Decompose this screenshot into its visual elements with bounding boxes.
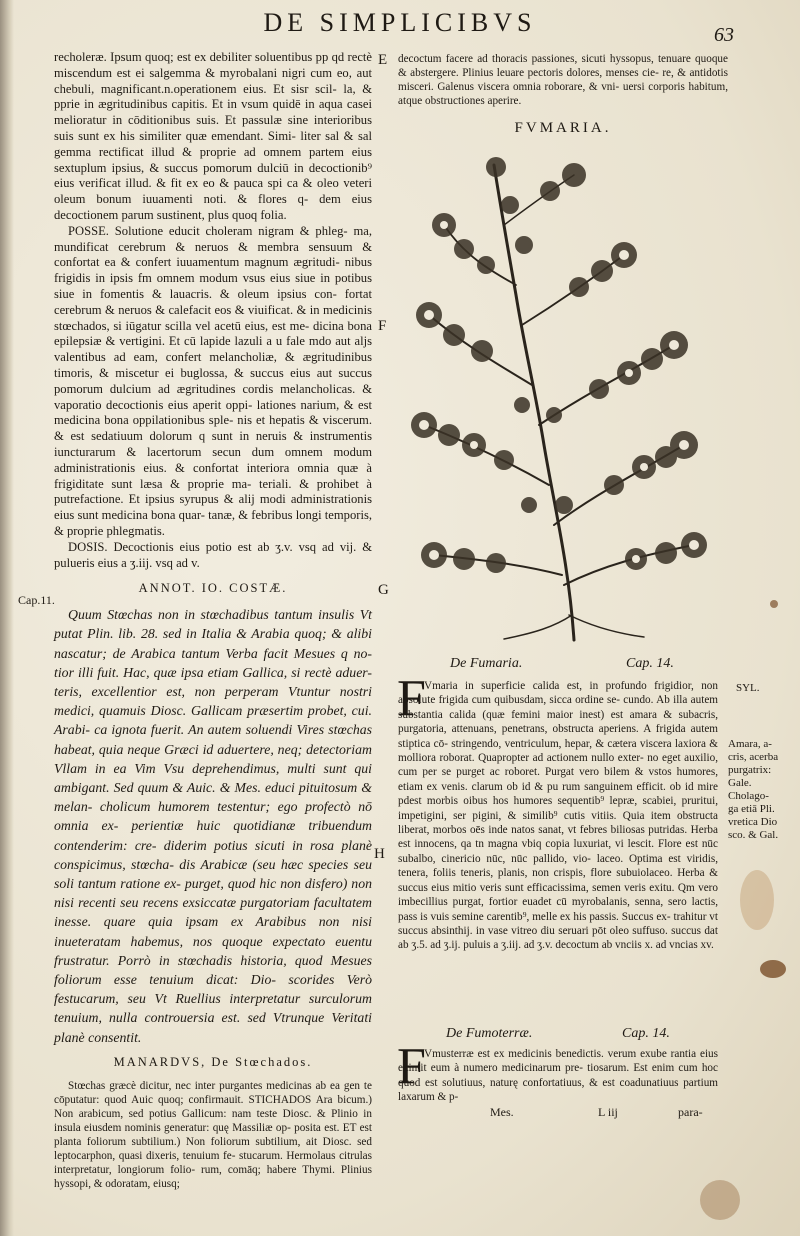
manardus-text: Stœchas græcè dicitur, nec inter purgantes medicinas ab ea gen te cōputatur: quod Auic quoq; confirmauit. STICHADOS Ara bicum.) Non arabicum, sed potius Gallicum: nam teste Diosc. & Plinio in insula eiusdem nominis generatur: quę Massiliæ op- posita est. ET est planta foliorum subtilium.) Non foliorum subtilium, ait Diosc. sed leptocarphon, quasi dixeris, tenuium fe- stucarum. Hermolaus citrulas interpretatur, longiorum folio- rum, comāq; habere Thymi. Plinius hyssopi, & odoratam, eiusq; <box>54 1079 372 1190</box>
margin-note-line: Cholago- <box>728 790 769 802</box>
margin-letter-f: F <box>378 318 387 334</box>
fumoterrae-text-block <box>398 1047 718 1105</box>
margin-note-line: vretica Dio <box>728 816 778 828</box>
folio-number: 63 <box>714 24 734 46</box>
margin-cap-note: Cap.11. <box>18 593 55 607</box>
margin-note-line: Gale. <box>728 777 752 789</box>
margin-note-amara <box>728 738 794 842</box>
fumoterrae-heading: De Fumoterræ. <box>446 1026 533 1041</box>
right-top-text: decoctum facere ad thoracis passiones, sicuti hyssopus, tenuare quoque & abstergere. Plinius leuare pectoris dolores, menses cie- re, & antidotis misceri. Galenus viscera omnia roborare, & vni- uersi corporis habitum, atque obstructiones aperire. <box>398 53 728 107</box>
paragraph-dosis: DOSIS. Decoctionis eius potio est ab ʒ.v. vsq ad vij. & pulueris eius a ʒ.iij. vsq ad v. <box>54 539 372 570</box>
right-column-top <box>398 52 728 108</box>
page-stain <box>700 1180 740 1220</box>
page-stain <box>770 600 778 608</box>
margin-letter-g: G <box>378 582 389 598</box>
plant-title: FVMARIA. <box>514 120 612 136</box>
catchword-mes: Mes. <box>490 1105 514 1119</box>
paragraph-intro: recholeræ. Ipsum quoq; est ex debiliter soluentibus pp qd rectè miscendum est ei salgemma & myrobalani nigri cum eo, aut chebuli, magnificant.n.operationem eius. Et sisr scil- la, & pprie in ægritudinibus capitis. Et in vsum quidē in aqua casei melioratur in cōditionibus suis. Et passulæ sine interioribus suis sunt ex his similiter quæ emendant. Simi- liter sal & sal gemma rectificat illud & proprie ad omnem partem eius sextuplum ipsius, & succus pomorum dulciū in decoctionib⁹ eius verificat illud. & fit ex eo & pauca spi ca & oleo veteri oleum bonum iuuamenti noti. & flores q- dem eius decoctionem parum sustinent, plus quoq folia. <box>54 50 372 222</box>
fumaria-text: Vmaria in superficie calida est, in profundo frigidior, non absolute frigida cum quibusdam, sicca ordine se- cundo. Ab illa autem substantia calida (quæ femini maior inest) est amara & subacris, purgatoria, attenuans, penetrans, obstructa aperiens. A frigida autem stiptica cō- stringendo, ventriculum, hepar, & cætera viscera laxiora & molliora roborat. Quapropter ad actionem nullo exter- no eget auxilio, cum per se purget ac roboret. Purgat vero bilem & vstos humores, etiam ex venis. clarum ob id & pu rum sanguinem efficit. ob id mire pdest morbis oibus hos humores sequentib⁹ lepræ, scabiei, pruritui, impetigini, ser pigini, & similib⁹ cutis vitiis. Quia item obstructa liberat, morbos oēs inde natos sanat, vt febres biliosas putridas. Herba est innocens, qa tn magna vbiq copia luxuriat, vi lescit. Flore est nūc subalbo, cinericio nūc, nūc pallido, vio- laceo. Optima est viridis, tenera, foliis teneris, planis, non crispis, flore subuiolaceo. Herba & succus eius mitio veris sunt efficacissima, semen veris exitu. Qm vero imbecillius purgat, fortior euadet cū myrobalanis, senna, sero lactis, pass is vuis semine carentib⁹, melle ex his passis. Succus ex- trahitur vt succus absinthij. in vase vitreo diu seruari pōt oleo suffuso. succus dat ab ʒ.5. ad ʒ.ij. puluis a ʒ.iij. ad ʒ.v. decoctum ab vnciis x. ad vncias xv. <box>398 680 718 952</box>
margin-note-line: sco. & Gal. <box>728 829 779 841</box>
fumaria-text-block <box>398 679 718 953</box>
fumaria-chapter-number: Cap. 14. <box>626 656 674 671</box>
margin-note-line: purgatrix: <box>728 764 772 776</box>
signature-mark: L iij <box>598 1105 618 1119</box>
fumoterrae-drop-capital: F <box>397 1038 426 1095</box>
fumaria-drop-capital: F <box>397 670 426 727</box>
fumoterrae-chapter-number: Cap. 14. <box>622 1026 670 1041</box>
margin-note-line: ga etiā Pli. <box>728 803 775 815</box>
margin-letter-h: H <box>374 846 385 862</box>
annot-heading: ANNOT. IO. COSTÆ. <box>138 581 288 596</box>
manardus-heading: MANARDVS, De Stœchados. <box>113 1054 313 1069</box>
page-stain <box>760 960 786 978</box>
fumaria-woodcut-illustration <box>404 145 720 645</box>
margin-syl: SYL. <box>736 682 760 694</box>
annot-text: Quum Stœchas non in stœchadibus tantum insulis Vt putat Plin. lib. 28. sed in Italia & Arabia quoq; & alibi nascatur; de Arabica tantum Verba facit Mesues q no- tior illi fuit. Hac, quæ ipsa etiam Gallica, si rectè aduer- teris, excellentior est, non perperam Vtuntur nostri medici, quamuis Diosc. Gallicam præsertim probet, cui. Arabi- ca ignota fuerit. An autem soluendi Vires stœchas habeat, quia neque Græci id aduertere, neq; detectoriam Vllam in ea Vim Vsu deprehendimus, multi sunt qui ambigant. Sed quum & Auic. & Mes. educi pituitosum & melan- cholicum humorem testentur; ego profectò nō omnia ex- perientiæ huic quotidianæ tribuendum contenderim: cre- diderim potius sicuti in rosa planè conspicimus, stœcha- dis Arabicæ (seu hæc species seu soli tantum ratione ex- purget, quod hic non disfero) non nisi recenti seu recens exsiccatæ purgatoriam facultatem inesse. quare quia ipsam ex Arabibus non nisi inueteratam habemus, nos quoque expectato euentu frustratur. Porrò in stœchadis historia, quod Mesues foliorum esse tenuium dicat: Dio- scorides Verò festucarum, seu Vt Ruellius interpretatur surculorum tenuium, nulla controuersia est. sed Vtrunque Veritati planè consentit. <box>54 607 372 1045</box>
margin-note-line: Amara, a- <box>728 738 772 750</box>
fumoterrae-text: Vmusterræ est ex medicinis benedictis. verum exube rantia eius eximit eum à numero medicinarum pre- tiosarum. Est enim cum hoc quod est solutiuus, naturę confortatiuus, & est coadunatiuus partium laxarum & p- <box>398 1048 718 1104</box>
page-stain <box>740 870 774 930</box>
margin-letter-e: E <box>378 52 388 68</box>
running-head: DE SIMPLICIBVS <box>263 8 537 37</box>
page-spine-shadow <box>0 0 14 1236</box>
paragraph-posse: POSSE. Solutione educit choleram nigram & phleg- ma, mundificat cerebrum & neruos & membra sensuum & confortat ea & confert iuuamentum magnum ægritudi- nibus frigidis in ipsis fm omnem modum vsus eius siue in potibus siue in fomentis & lauacris. & oleum ipsius con- fortat cerebrum & neruos & calefacit eos & viuificat. & in medicinis stœchados, si iūgatur scilla vel acetū eius, est me- dicina bona epilepsiæ & vertigini. Et cū lapide lazuli a u fale mdo aut aljs valentibus ad eam, confert melancholiæ, & ægritudinibus timoris, & miscetur ei buglossa, & succus eius aut succus pomorum dulcium ad ægritudines cordis melancholicas. & vaporatio decoctionis eius aperit oppi- lationes narium, & est medicina bona oppilationibus sple- nis et hepatis & viscerum. & est sedatiuum dolorum q sunt in neruis & instrumentis iuncturarum & lacertorum secun dum omnem modum administrationis eius. & confortat interiora omnia quæ à frigiditate sunt læsa & proprie ma- teriali. & prohibet à putrefactione. Et ipsius syrupus & alij modi administrationis eius sunt medicina bona quar- tanæ, & febribus longi temporis, & proprie phlegmatis. <box>54 223 372 538</box>
fumaria-heading: De Fumaria. <box>450 656 523 671</box>
left-column <box>54 50 372 1191</box>
margin-note-line: cris, acerba <box>728 751 779 763</box>
catchword-para: para- <box>678 1105 703 1119</box>
